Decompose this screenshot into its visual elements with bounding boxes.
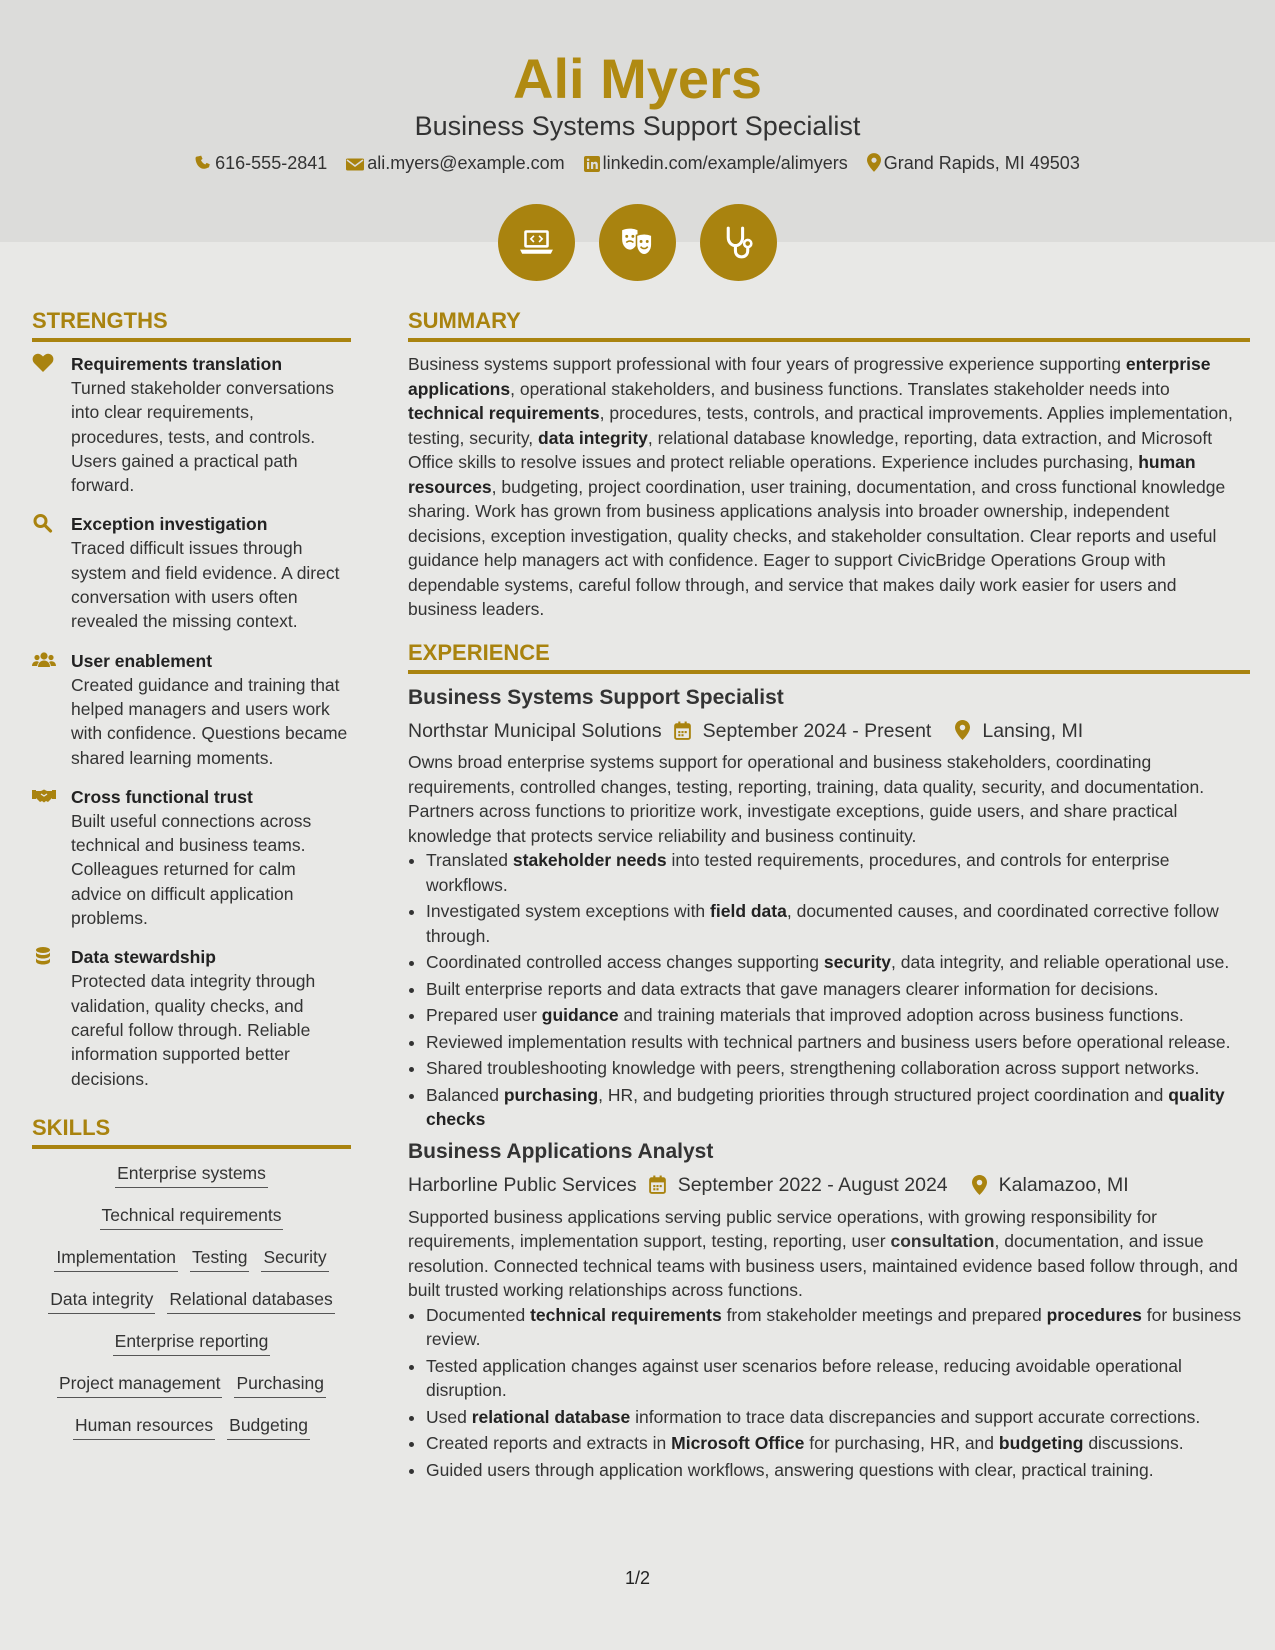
text-run: , data integrity, and reliable operational use. bbox=[891, 952, 1230, 973]
text-run: information to trace data discrepancies and support accurate corrections. bbox=[630, 1406, 1201, 1427]
job-title: Business Systems Support Specialist bbox=[408, 685, 784, 709]
contact-bar bbox=[0, 150, 1275, 176]
text-run: , HR, and budgeting priorities through structured project coordination and bbox=[598, 1084, 1169, 1105]
experience-list bbox=[408, 684, 1250, 1483]
strength-description: Traced difficult issues through system and field evidence. A direct conversation with users often revealed the missing context. bbox=[71, 538, 340, 632]
bold-keyword: technical requirements bbox=[408, 403, 600, 423]
skill-tag: Security bbox=[261, 1245, 328, 1272]
bold-keyword: guidance bbox=[541, 1005, 619, 1026]
skill-row bbox=[32, 1371, 351, 1398]
skill-row bbox=[32, 1413, 351, 1440]
skill-row bbox=[32, 1245, 351, 1272]
skill-row bbox=[32, 1287, 351, 1314]
text-run: for purchasing, HR, and bbox=[804, 1433, 999, 1454]
heart-icon bbox=[32, 353, 54, 378]
bullet-item bbox=[426, 1354, 1250, 1403]
bold-keyword: field data bbox=[710, 901, 787, 922]
job-entry bbox=[408, 1138, 1250, 1482]
linkedin-icon bbox=[584, 156, 600, 172]
bullet-item bbox=[426, 1405, 1250, 1430]
text-run: Supported business applications serving public service operations, with growing responsibility for requirements, implementation support, testing, reporting, user bbox=[408, 1206, 1158, 1252]
interest-circle-tech bbox=[498, 204, 575, 281]
interest-icons bbox=[0, 204, 1275, 281]
bullet-item bbox=[426, 848, 1250, 897]
page-number: 1/2 bbox=[624, 1568, 651, 1588]
bullet-item bbox=[426, 1431, 1250, 1456]
bold-keyword: quality checks bbox=[426, 1084, 1225, 1130]
bold-keyword: Microsoft Office bbox=[671, 1433, 805, 1454]
text-run: Investigated system exceptions with bbox=[426, 901, 711, 922]
bold-keyword: security bbox=[823, 952, 892, 973]
text-run: Documented bbox=[426, 1304, 531, 1325]
skill-tag: Implementation bbox=[54, 1245, 178, 1272]
strength-description: Built useful connections across technical and business teams. Colleagues returned for calm advice on difficult application problems. bbox=[71, 810, 312, 929]
strength-title: Data stewardship bbox=[71, 947, 216, 968]
strength-description: Protected data integrity through validation, quality checks, and careful follow through. Reliable information supported better decisions. bbox=[71, 971, 316, 1089]
text-run: into tested requirements, procedures, and controls for enterprise workflows. bbox=[426, 850, 1170, 895]
job-company: Harborline Public Services bbox=[408, 1173, 637, 1196]
contact-email[interactable]: ali.myers@example.com bbox=[346, 150, 564, 176]
skill-tag: Project management bbox=[57, 1371, 222, 1398]
text-run: , documented causes, and coordinated corrective follow through. bbox=[426, 901, 1219, 946]
experience-heading: EXPERIENCE bbox=[408, 638, 1250, 674]
bullet-item bbox=[426, 1003, 1250, 1028]
candidate-title: Business Systems Support Specialist bbox=[414, 111, 861, 141]
strength-title: User enablement bbox=[71, 650, 213, 671]
bullet-item bbox=[426, 1303, 1250, 1352]
interest-circle-medical bbox=[700, 204, 777, 281]
envelope-icon bbox=[346, 157, 364, 172]
bold-keyword: consultation bbox=[890, 1231, 995, 1252]
skills-heading: SKILLS bbox=[32, 1113, 351, 1149]
text-run: Business systems support professional with four years of progressive experience supporting bbox=[408, 354, 1126, 374]
text-run: Coordinated controlled access changes supporting bbox=[426, 952, 824, 973]
text-run: Tested application changes against user scenarios before release, reducing avoidable operational disruption. bbox=[426, 1355, 1182, 1401]
job-location: Lansing, MI bbox=[982, 719, 1084, 742]
text-run: , operational stakeholders, and business functions. Translates stakeholder needs into bbox=[510, 378, 1170, 399]
text-run: , procedures, tests, controls, and practical improvements. Applies implementation, testing, security, bbox=[408, 403, 1233, 448]
handshake-icon bbox=[32, 786, 56, 811]
strength-item bbox=[32, 945, 351, 1090]
text-run: Translated bbox=[426, 850, 513, 871]
skill-row bbox=[32, 1203, 351, 1230]
phone-icon bbox=[195, 155, 212, 172]
skill-tag: Human resources bbox=[73, 1413, 215, 1440]
bullet-item bbox=[426, 977, 1250, 1002]
bold-keyword: enterprise applications bbox=[408, 354, 1211, 399]
bold-keyword: technical requirements bbox=[530, 1304, 722, 1325]
skill-tag: Enterprise reporting bbox=[113, 1329, 271, 1356]
contact-phone[interactable]: 616-555-2841 bbox=[195, 150, 327, 176]
text-run: Reviewed implementation results with technical partners and business users before operational release. bbox=[426, 1031, 1231, 1052]
text-run: Used bbox=[426, 1406, 472, 1427]
job-title: Business Applications Analyst bbox=[408, 1139, 714, 1163]
bold-keyword: procedures bbox=[1046, 1304, 1142, 1325]
bullet-item bbox=[426, 950, 1250, 975]
left-column bbox=[32, 306, 351, 1455]
map-marker-icon bbox=[955, 720, 970, 740]
strengths-list bbox=[32, 352, 351, 1091]
job-bullets bbox=[408, 1303, 1250, 1483]
job-description bbox=[408, 750, 1250, 848]
job-meta bbox=[408, 1170, 1250, 1199]
text-run: Built enterprise reports and data extracts that gave managers clearer information for decisions. bbox=[426, 978, 1159, 999]
strengths-heading: STRENGTHS bbox=[32, 306, 351, 342]
job-dates: September 2024 - Present bbox=[702, 719, 932, 742]
text-run: , documentation, and issue resolution. Connected technical teams with business users, maintained evidence based follow through, and built trusted working relationships across functions. bbox=[408, 1231, 1238, 1301]
bullet-item bbox=[426, 1056, 1250, 1081]
calendar-icon bbox=[649, 1175, 666, 1194]
text-run: Guided users through application workflows, answering questions with clear, practical training. bbox=[426, 1459, 1154, 1480]
skill-tag: Purchasing bbox=[234, 1371, 326, 1398]
text-run: Shared troubleshooting knowledge with peers, strengthening collaboration across support networks. bbox=[426, 1058, 1200, 1079]
strength-item bbox=[32, 785, 351, 930]
summary-heading: SUMMARY bbox=[408, 306, 1250, 342]
skill-tag: Enterprise systems bbox=[115, 1161, 268, 1188]
skill-tag: Testing bbox=[190, 1245, 249, 1272]
text-run: Owns broad enterprise systems support for operational and business stakeholders, coordinating requirements, controlled changes, testing, reporting, training, data quality, security, and documentation. Partners across functions to prioritize work, investigate exceptions, guide users, and share practical knowledge that protects service reliability and business continuity. bbox=[408, 752, 1205, 846]
job-entry bbox=[408, 684, 1250, 1132]
text-run: from stakeholder meetings and prepared bbox=[721, 1304, 1047, 1325]
bullet-item bbox=[426, 1458, 1250, 1483]
bold-keyword: purchasing bbox=[503, 1084, 599, 1105]
bullet-item bbox=[426, 1083, 1250, 1132]
job-bullets bbox=[408, 848, 1250, 1132]
skills-list bbox=[32, 1161, 351, 1440]
summary-text bbox=[408, 352, 1250, 622]
bold-keyword: relational database bbox=[471, 1406, 631, 1427]
job-meta bbox=[408, 716, 1250, 745]
right-column bbox=[408, 306, 1250, 1484]
theater-masks-icon bbox=[617, 222, 658, 263]
calendar-icon bbox=[674, 721, 691, 740]
text-run: , relational database knowledge, reporting, data extraction, and Microsoft Office skills to resolve issues and protect reliable operations. Experience includes purchasing, bbox=[408, 427, 1213, 472]
job-description bbox=[408, 1205, 1250, 1303]
text-run: Balanced bbox=[426, 1084, 504, 1105]
candidate-name: Ali Myers bbox=[513, 47, 762, 110]
strength-title: Exception investigation bbox=[71, 514, 268, 535]
strength-description: Turned stakeholder conversations into clear requirements, procedures, tests, and controls. Users gained a practical path forward. bbox=[71, 378, 334, 496]
bold-keyword: budgeting bbox=[998, 1433, 1084, 1454]
text-run: , budgeting, project coordination, user training, documentation, and cross functional knowledge sharing. Work has grown from business applications analysis into broader ownership, independent decisions, exception investigation, quality checks, and stakeholder consultation. Clear reports and useful guidance help managers act with confidence. Eager to support CivicBridge Operations Group with dependable systems, careful follow through, and service that makes daily work easier for users and business leaders. bbox=[408, 476, 1226, 619]
search-icon bbox=[32, 513, 54, 538]
text-run: and training materials that improved adoption across business functions. bbox=[618, 1005, 1184, 1026]
job-company: Northstar Municipal Solutions bbox=[408, 719, 662, 742]
users-icon bbox=[32, 650, 56, 675]
bullet-item bbox=[426, 899, 1250, 948]
strength-title: Cross functional trust bbox=[71, 786, 253, 807]
contact-linkedin[interactable]: linkedin.com/example/alimyers bbox=[584, 150, 848, 176]
skill-row bbox=[32, 1329, 351, 1356]
map-marker-icon bbox=[867, 153, 881, 172]
strength-item bbox=[32, 512, 351, 633]
strength-item bbox=[32, 649, 351, 770]
text-run: for business review. bbox=[426, 1304, 1242, 1350]
job-dates: September 2022 - August 2024 bbox=[677, 1173, 948, 1196]
laptop-code-icon bbox=[516, 222, 557, 263]
skill-tag: Relational databases bbox=[167, 1287, 334, 1314]
interest-circle-theater bbox=[599, 204, 676, 281]
skill-tag: Technical requirements bbox=[100, 1203, 284, 1230]
text-run: discussions. bbox=[1083, 1433, 1184, 1454]
skill-row bbox=[32, 1161, 351, 1188]
bullet-item bbox=[426, 1030, 1250, 1055]
bold-keyword: data integrity bbox=[538, 427, 648, 448]
database-icon bbox=[32, 946, 54, 971]
stethoscope-icon bbox=[718, 222, 759, 263]
bold-keyword: human resources bbox=[408, 452, 1196, 497]
text-run: Created reports and extracts in bbox=[426, 1433, 672, 1454]
job-location: Kalamazoo, MI bbox=[998, 1173, 1129, 1196]
bold-keyword: stakeholder needs bbox=[512, 850, 667, 871]
strength-item bbox=[32, 352, 351, 497]
skill-tag: Data integrity bbox=[48, 1287, 155, 1314]
contact-location: Grand Rapids, MI 49503 bbox=[867, 150, 1080, 176]
strength-description: Created guidance and training that helped managers and users work with confidence. Questions became shared learning moments. bbox=[71, 674, 348, 768]
skill-tag: Budgeting bbox=[227, 1413, 310, 1440]
text-run: Prepared user bbox=[426, 1005, 542, 1026]
map-marker-icon bbox=[972, 1175, 987, 1195]
strength-title: Requirements translation bbox=[71, 354, 283, 374]
